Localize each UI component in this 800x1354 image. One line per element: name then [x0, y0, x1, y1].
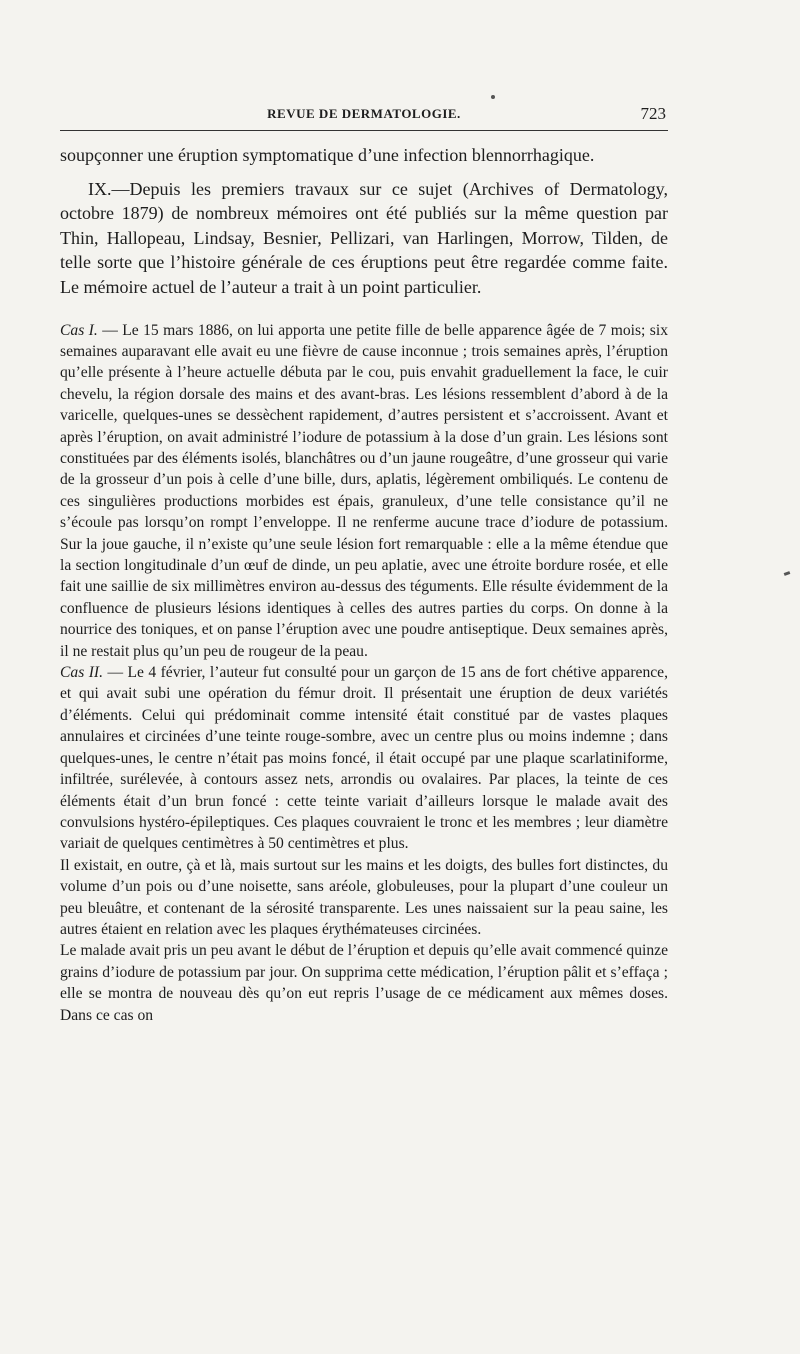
running-title: REVUE DE DERMATOLOGIE. — [267, 106, 461, 121]
print-speck — [491, 95, 495, 99]
case-1 — [60, 320, 668, 663]
lead-section — [60, 143, 668, 300]
paragraph-bulles: Il existait, en outre, çà et là, mais surtout sur les mains et les doigts, des bulles fort distinctes, du volume d’un pois ou d’une noisette, sans aréole, globuleuses, pour la plupart d’une couleur un peu bleuâtre, et contenant de la sérosité transparente. Les unes naissaient sur la peau saine, les autres étaient en relation avec les plaques érythémateuses circinées. — [60, 856, 668, 938]
paragraph-final: Le malade avait pris un peu avant le début de l’éruption et depuis qu’elle avait commencé quinze grains d’iodure de potassium par jour. On supprima cette médication, l’éruption pâlit et s’effaça ; elle se montra de nouveau dès qu’on eut repris l’usage de ce médicament aux mêmes doses. Dans ce cas on — [60, 942, 668, 1024]
page-header — [60, 100, 668, 128]
book-page — [60, 100, 668, 1026]
case-1-text: — Le 15 mars 1886, on lui apporta une petite fille de belle apparence âgée de 7 mois; six semaines auparavant elle avait eu une fièvre de cause inconnue ; trois semaines après, l’éruption qu’elle présente à l’heure actuelle débuta par le cou, puis envahit graduellement la face, le cuir chevelu, la région dorsale des mains et des avant-bras. Les lésions ressemblent d’abord à de la varicelle, quelques-unes se dessèchent rapidement, d’autres persistent et s’accroissent. Avant et après l’éruption, on avait administré l’iodure de potassium à la dose d’un grain. Les lésions sont constituées par des éléments isolés, blanchâtres ou d’un jaune rougeâtre, d’une grosseur qui varie de la grosseur d’un pois à celle d’une bille, durs, aplatis, légèrement ombiliqués. Le contenu de ces singulières productions morbides est épais, granuleux, d’une telle consistance qu’il ne s’écoule pas lorsqu’on rompt l’enveloppe. Il ne renferme aucune trace d’iodure de potassium. Sur la joue gauche, il n’existe qu’une seule lésion fort remarquable : elle a la même étendue que la section longitudinale d’un œuf de dinde, un peu aplatie, avec une étroite bordure rosée, et elle fait une saillie de six millimètres environ au-dessus des téguments. Elle résulte évidemment de la confluence de plusieurs lésions identiques à celles des autres parties du corps. On donne à la nourrice des toniques, et on panse l’éruption avec une poudre antiseptique. Deux semaines après, il ne restait plus qu’un peu de rougeur de la peau. — [60, 321, 668, 660]
case-2-text: — Le 4 février, l’auteur fut consulté pour un garçon de 15 ans de fort chétive apparence, et qui avait subi une opération du fémur droit. Il présentait une éruption de deux variétés d’éléments. Celui qui prédominait comme intensité était constitué par de vastes plaques annulaires et circinées d’une teinte rouge-sombre, avec un centre plus ou moins indemne ; dans quelques-unes, le centre n’était pas moins foncé, il était occupé par une plaque scarlatiniforme, infiltrée, surélevée, à contours assez nets, arrondis ou ovalaires. Par places, la teinte de ces éléments était d’un brun foncé : cette teinte variait d’ailleurs lorsque le malade avait des convulsions hystéro-épileptiques. Ces plaques couvraient le tronc et les membres ; leur diamètre variait de quelques centimètres à 50 centimètres et plus. — [60, 664, 668, 853]
margin-mark — [784, 571, 791, 576]
paragraph-ix: IX.—Depuis les premiers travaux sur ce sujet (Archives of Dermatology, octobre 1879) de nombreux mémoires ont été publiés sur la même question par Thin, Hallopeau, Lindsay, Besnier, Pellizari, van Harlingen, Morrow, Tilden, de telle sorte que l’histoire générale de ces éruptions peut être regardée comme faite. Le mémoire actuel de l’auteur a trait à un point particulier. — [60, 178, 668, 297]
case-2-label: Cas II. — [60, 664, 103, 682]
header-rule — [60, 130, 668, 131]
page-number: 723 — [640, 104, 666, 123]
case-1-label: Cas I. — [60, 321, 98, 339]
paragraph-intro: soupçonner une éruption symptomatique d’une infection blennorrhagique. — [60, 145, 595, 165]
cases-section — [60, 320, 668, 1026]
case-2 — [60, 662, 668, 855]
